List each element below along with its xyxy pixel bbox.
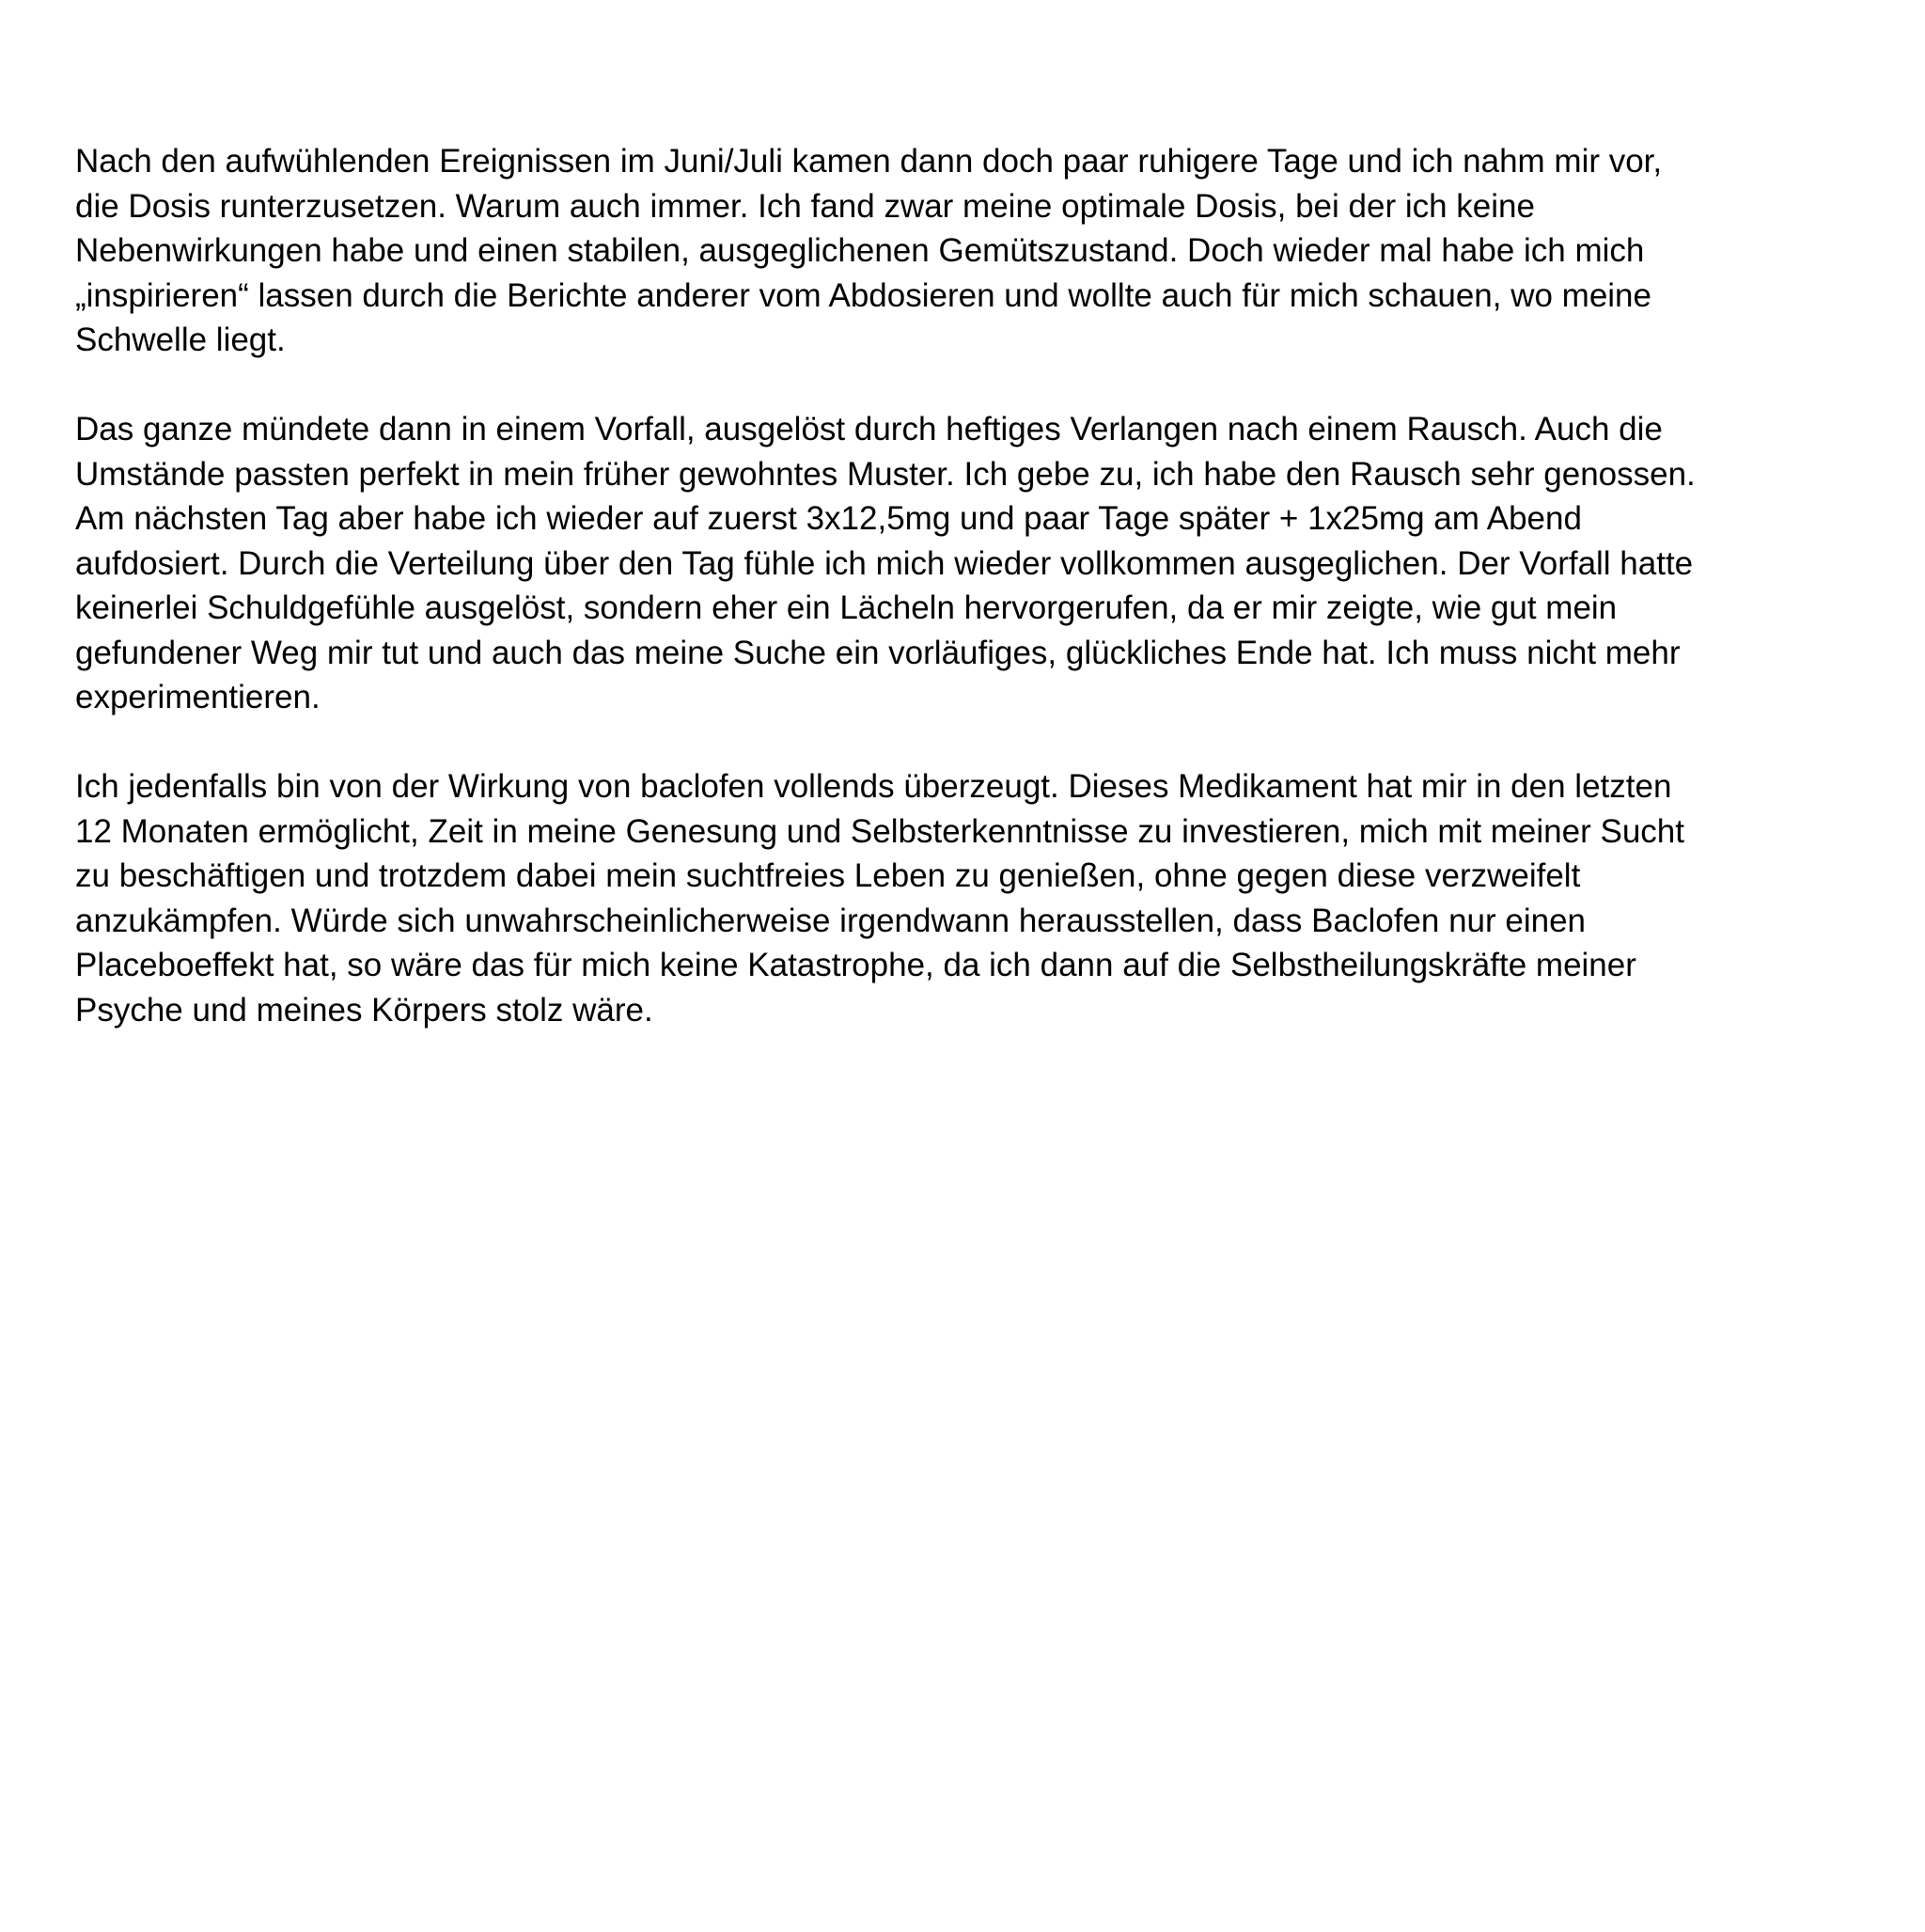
paragraph-line: Am nächsten Tag aber habe ich wieder auf zuerst 3x12,5mg und paar Tage später + 1x25mg am Abend <box>75 500 1582 537</box>
paragraph-1 <box>75 139 1889 363</box>
paragraph-line: Nebenwirkungen habe und einen stabilen, ausgeglichenen Gemütszustand. Doch wieder mal habe ich mich <box>75 232 1645 269</box>
paragraph-line: Psyche und meines Körpers stolz wäre. <box>75 991 653 1029</box>
paragraph-line: keinerlei Schuldgefühle ausgelöst, sondern eher ein Lächeln hervorgerufen, da er mir zeigte, wie gut mein <box>75 589 1618 626</box>
paragraph-line: zu beschäftigen und trotzdem dabei mein suchtfreies Leben zu genießen, ohne gegen diese verzweifelt <box>75 857 1581 894</box>
paragraph-line: die Dosis runterzusetzen. Warum auch immer. Ich fand zwar meine optimale Dosis, bei der ich keine <box>75 187 1535 225</box>
paragraph-line: aufdosiert. Durch die Verteilung über den Tag fühle ich mich wieder vollkommen ausgeglichen. Der Vorfall hatte <box>75 544 1694 582</box>
paragraph-line: Das ganze mündete dann in einem Vorfall, ausgelöst durch heftiges Verlangen nach einem Rausch. Auch die <box>75 411 1663 448</box>
paragraph-line: Nach den aufwühlenden Ereignissen im Juni/Juli kamen dann doch paar ruhigere Tage und ich nahm mir vor, <box>75 143 1663 180</box>
paragraph-line: Umstände passten perfekt in mein früher gewohntes Muster. Ich gebe zu, ich habe den Rausch sehr genossen. <box>75 455 1696 493</box>
paragraph-line: „inspirieren“ lassen durch die Berichte anderer vom Abdosieren und wollte auch für mich schauen, wo meine <box>75 276 1651 314</box>
document-body <box>75 139 1889 1032</box>
paragraph-3 <box>75 764 1889 1032</box>
paragraph-line: Schwelle liegt. <box>75 322 286 358</box>
paragraph-line: 12 Monaten ermöglicht, Zeit in meine Genesung und Selbsterkenntnisse zu investieren, mich mit meiner Sucht <box>75 812 1684 850</box>
paragraph-line: experimentieren. <box>75 679 321 715</box>
paragraph-2 <box>75 407 1889 720</box>
paragraph-line: Placeboeffekt hat, so wäre das für mich keine Katastrophe, da ich dann auf die Selbstheilungskräfte meiner <box>75 947 1636 983</box>
paragraph-line: Ich jedenfalls bin von der Wirkung von baclofen vollends überzeugt. Dieses Medikament hat mir in den letzten <box>75 768 1672 805</box>
paragraph-line: gefundener Weg mir tut und auch das meine Suche ein vorläufiges, glückliches Ende hat. Ich muss nicht mehr <box>75 634 1681 671</box>
paragraph-line: anzukämpfen. Würde sich unwahrscheinlicherweise irgendwann herausstellen, dass Baclofen nur einen <box>75 902 1587 939</box>
